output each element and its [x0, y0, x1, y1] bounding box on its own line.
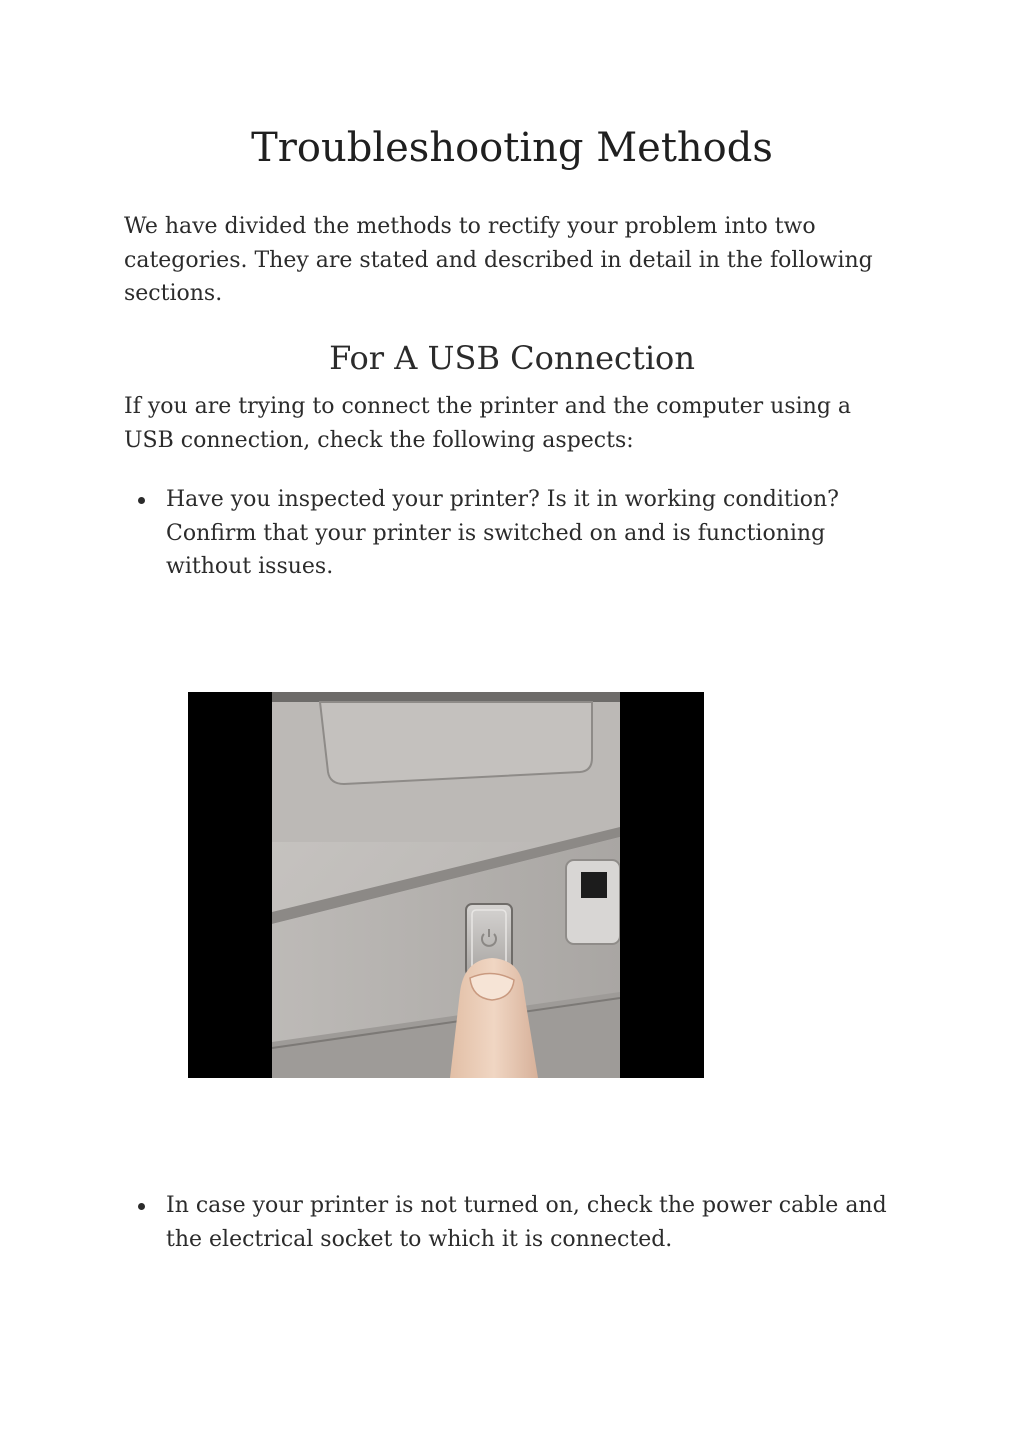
- bullet-icon: [138, 1203, 145, 1210]
- list-item: [124, 1189, 904, 1256]
- section-intro-paragraph: If you are trying to connect the printer and the computer using a USB connection, check the following aspects:: [124, 394, 852, 453]
- intro-paragraph: We have divided the methods to rectify your problem into two categories. They are stated and described in detail in the following sections.: [124, 214, 873, 306]
- list-item-text: Have you inspected your printer? Is it in working condition? Confirm that your printer is switched on and is functioning without issues.: [166, 487, 839, 579]
- printer-power-button-photo: [188, 692, 704, 1078]
- bullet-icon: [138, 497, 145, 504]
- list-item-text: In case your printer is not turned on, check the power cable and the electrical socket to which it is connected.: [166, 1193, 887, 1252]
- list-item: [124, 483, 904, 584]
- section-heading: For A USB Connection: [329, 339, 695, 377]
- page-title: Troubleshooting Methods: [251, 125, 773, 171]
